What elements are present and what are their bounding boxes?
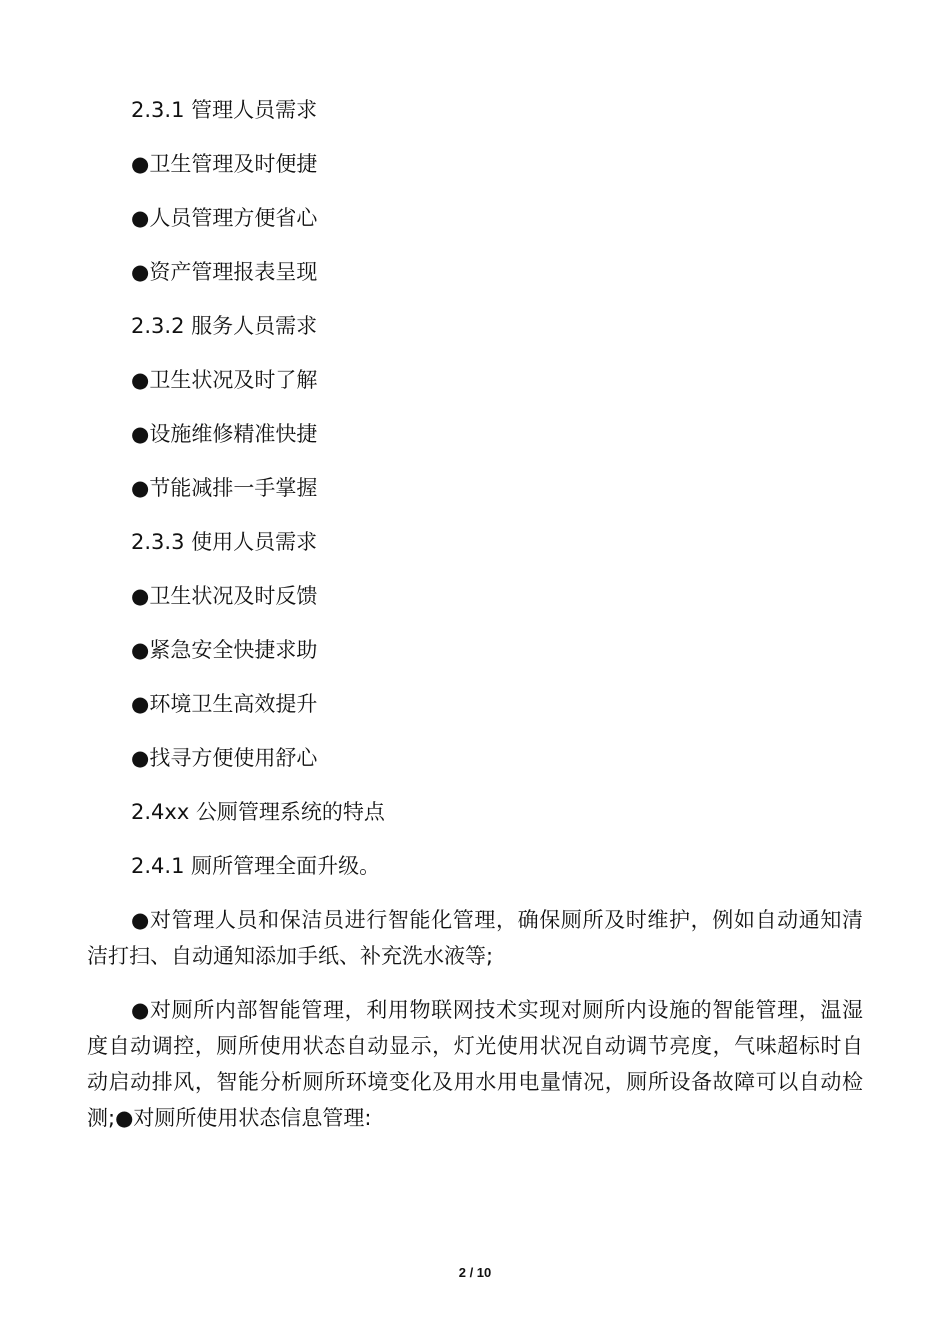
section-heading-2-4-1: 2.4.1 厕所管理全面升级。 (131, 854, 381, 878)
page-number: 2 / 10 (458, 1265, 492, 1280)
bullet-item: ●人员管理方便省心 (131, 206, 318, 230)
section-heading-2-3-3: 2.3.3 使用人员需求 (131, 530, 318, 554)
bullet-item: ●卫生状况及时反馈 (131, 584, 318, 608)
bullet-item: ●找寻方便使用舒心 (131, 746, 318, 770)
body-paragraph: ●对管理人员和保洁员进行智能化管理，确保厕所及时维护，例如自动通知清洁打扫、自动通知添加手纸、补充洗水液等; (87, 908, 863, 968)
section-heading-2-3-2: 2.3.2 服务人员需求 (131, 314, 318, 338)
bullet-item: ●环境卫生高效提升 (131, 692, 318, 716)
bullet-item: ●设施维修精准快捷 (131, 422, 318, 446)
bullet-item: ●紧急安全快捷求助 (131, 638, 318, 662)
bullet-item: ●资产管理报表呈现 (131, 260, 318, 284)
bullet-item: ●卫生管理及时便捷 (131, 152, 318, 176)
section-heading-2-3-1: 2.3.1 管理人员需求 (131, 98, 318, 122)
bullet-item: ●节能减排一手掌握 (131, 476, 318, 500)
bullet-item: ●卫生状况及时了解 (131, 368, 318, 392)
body-paragraph: ●对厕所内部智能管理，利用物联网技术实现对厕所内设施的智能管理，温湿度自动调控，厕所使用状态自动显示，灯光使用状况自动调节亮度，气味超标时自动启动排风，智能分析厕所环境变化及用水用电量情况，厕所设备故障可以自动检测;●对厕所使用状态信息管理: (87, 998, 863, 1130)
section-heading-2-4: 2.4xx 公厕管理系统的特点 (131, 800, 385, 824)
